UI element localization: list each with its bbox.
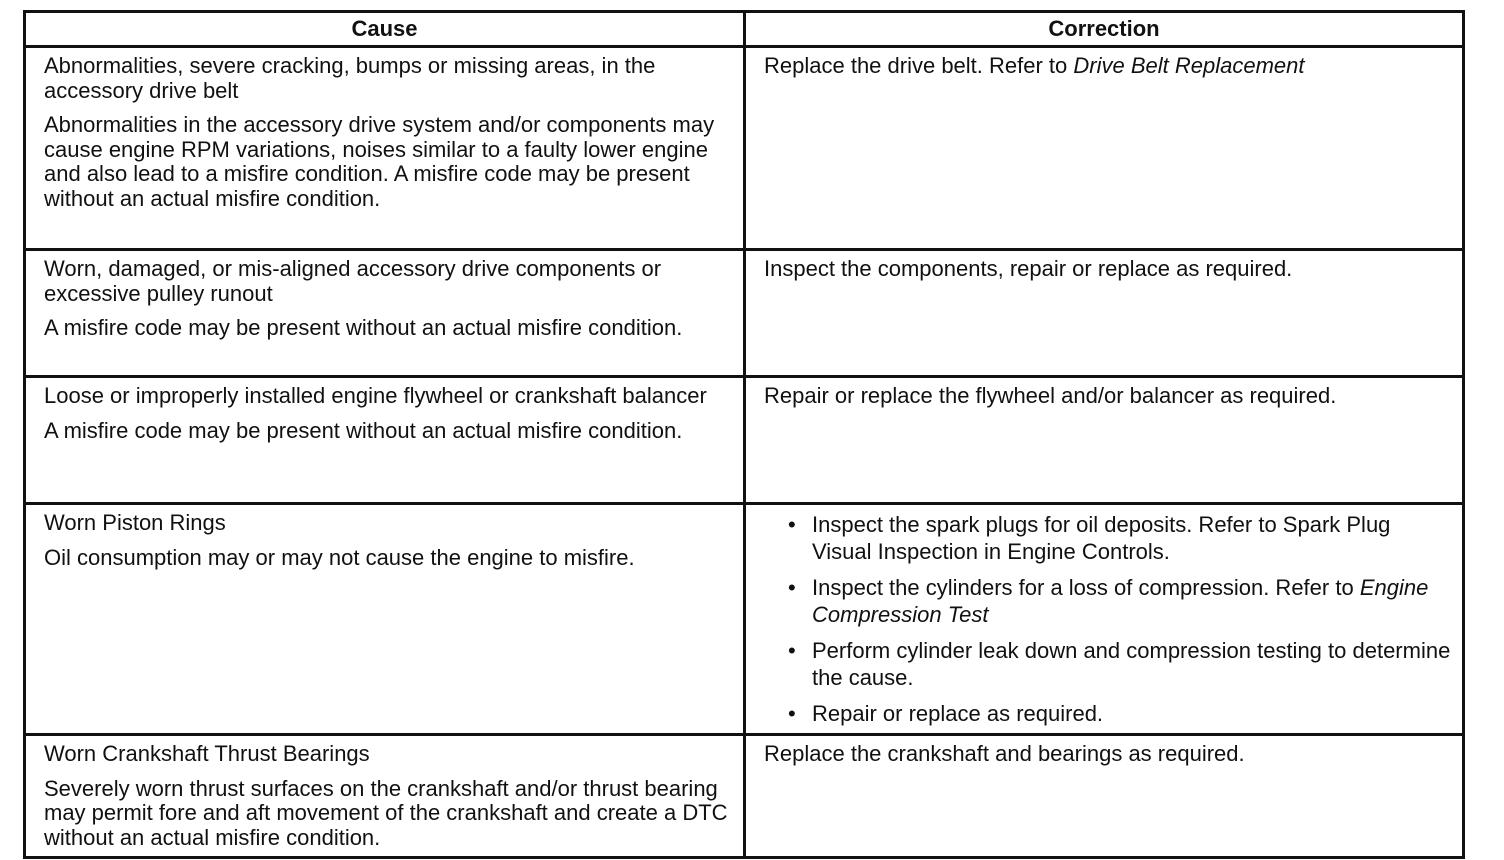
correction-steps-list: [764, 511, 1452, 727]
correction-text-body: Replace the drive belt. Refer to: [764, 53, 1074, 78]
correction-cell: [745, 377, 1464, 504]
header-correction: Correction: [745, 12, 1464, 47]
step-text: Inspect the cylinders for a loss of compression. Refer to: [812, 575, 1360, 600]
correction-cell: [745, 250, 1464, 377]
cause-cell: [25, 735, 745, 858]
list-item: [788, 700, 1452, 727]
correction-cell: [745, 47, 1464, 250]
cause-note: A misfire code may be present without an actual misfire condition.: [44, 315, 683, 340]
list-item: [788, 637, 1452, 691]
bullet-icon: •: [788, 575, 796, 600]
cause-note: Abnormalities in the accessory drive system and/or components may cause engine RPM variations, noises similar to a faulty lower engine and also lead to a misfire condition. A misfire code may be present without an actual misfire condition.: [44, 112, 715, 211]
correction-cell: [745, 735, 1464, 858]
cause-cell: [25, 504, 745, 735]
header-cause: Cause: [25, 12, 745, 47]
cause-cell: [25, 250, 745, 377]
cause-cell: [25, 377, 745, 504]
correction-text: [764, 54, 1452, 79]
step-text: Perform cylinder leak down and compression testing to determine the cause.: [812, 638, 1451, 690]
cause-title: Worn, damaged, or mis-aligned accessory drive components or excessive pulley runout: [44, 256, 662, 306]
table-row: [25, 47, 1464, 250]
cause-note: Oil consumption may or may not cause the engine to misfire.: [44, 544, 635, 570]
step-text: Repair or replace as required.: [812, 701, 1104, 726]
diagnostic-document: [23, 10, 1462, 859]
cause-title: Loose or improperly installed engine flywheel or crankshaft balancer: [44, 383, 707, 408]
step-text: Inspect the spark plugs for oil deposits. Refer to Spark Plug Visual Inspection in Engine Controls.: [812, 512, 1391, 564]
bullet-icon: •: [788, 512, 796, 537]
correction-text: Replace the crankshaft and bearings as required.: [764, 741, 1245, 766]
cause-correction-table: [23, 10, 1465, 859]
list-item: [788, 574, 1452, 628]
list-item: [788, 511, 1452, 565]
reference-link-drive-belt-replacement[interactable]: Drive Belt Replacement: [1073, 53, 1305, 78]
cause-cell: [25, 47, 745, 250]
cause-note: A misfire code may be present without an actual misfire condition.: [44, 417, 683, 443]
correction-cell: [745, 504, 1464, 735]
correction-text: Repair or replace the flywheel and/or balancer as required.: [764, 383, 1337, 408]
cause-title: Abnormalities, severe cracking, bumps or missing areas, in the accessory drive belt: [44, 53, 656, 103]
bullet-icon: •: [788, 701, 796, 726]
bullet-icon: •: [788, 638, 796, 663]
cause-title: Worn Piston Rings: [44, 510, 226, 535]
table-row: [25, 735, 1464, 858]
table-row: [25, 250, 1464, 377]
correction-text: Inspect the components, repair or replace as required.: [764, 256, 1293, 281]
cause-note: Severely worn thrust surfaces on the crankshaft and/or thrust bearing may permit fore and aft movement of the crankshaft and create a DTC without an actual misfire condition.: [44, 775, 728, 850]
table-row: [25, 377, 1464, 504]
table-header-row: [25, 12, 1464, 47]
cause-title: Worn Crankshaft Thrust Bearings: [44, 741, 370, 766]
table-row: [25, 504, 1464, 735]
reference-link-engine-compression-test[interactable]: Engine Compression Test: [812, 575, 1429, 627]
